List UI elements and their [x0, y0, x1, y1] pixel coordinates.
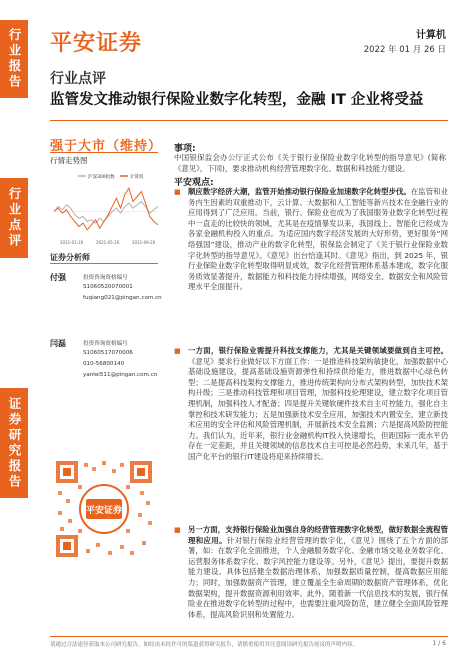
sidebar-tag-industry-report: 行业报告 — [0, 20, 28, 98]
view-lead: 一方面，银行保险业需提升科技支撑能力，尤其是关键领域要做到自主可控。 — [188, 346, 448, 355]
legend-label: 沪深300指数 — [88, 175, 115, 180]
analyst-email[interactable]: fuqiang021@pingan.com.cn — [83, 295, 162, 301]
footer-disclaimer: 请通过合法途径获取本公司研究报告，如经由未经许可的渠道获得研究报告，请慎重使用并注意阅读研究报告尾页的声明内容。 — [50, 642, 359, 648]
analyst-name: 付强 — [50, 273, 66, 282]
qr-label: 平安证券 — [85, 506, 123, 516]
sector-label: 计算机 — [416, 30, 446, 41]
chart-x-labels — [60, 240, 156, 245]
report-date: 2022 年 01 月 26 日 — [363, 45, 446, 55]
view-body: 在监管和业务内生因素的双重推动下，云计算、大数据和人工智能等新兴技术在金融行业的应用得到了广泛应用。当前，银行、保险业也成为了我国服务业数字化转型过程中一直走的比较快的领域，尤其是在疫情暴发以来，我国线上、智能化已经成为各家金融机构投入的重点。为适应国内数字经济发展的大好形势，更好服务“网络强国”建设，推动产业的数字化转型，银保监会制定了《关于银行业保险业数字化转型的指导意见》。《意见》出台恰逢其时。《意见》指出，到 2025 年，银行业保险业数字化转型取得明显成效，数字化经营管理体系基本建成，数字化服务质效显著提升，数据能力和科技能力持续增强，网络安全、数据安全和风险管理水平全面提升。 — [188, 187, 448, 292]
report-type: 行业点评 — [50, 71, 106, 87]
events-body: 中国银保监会办公厅正式公布《关于银行业保险业数字化转型的指导意见》(简称《意见》，下同)，要求推动机构经营管理数字化、数据和科技能力建设。 — [174, 153, 446, 173]
page-number: 1 / 6 — [432, 640, 446, 647]
analyst-name: 闫磊 — [50, 339, 66, 348]
footer-divider — [50, 636, 448, 637]
chart-background — [50, 168, 162, 248]
sidebar-tag-securities-research: 证券研究报告 — [0, 388, 28, 498]
view-lead: 顺应数字经济大潮，监管开始推动银行保险业加速数字化转型步伐。 — [188, 187, 411, 196]
analyst-divider — [50, 263, 158, 264]
analyst-card-1 — [50, 272, 162, 322]
bullet-icon: ■ — [174, 347, 181, 355]
chart-legend — [78, 173, 144, 180]
trend-chart — [50, 168, 162, 248]
trend-chart-title: 行情走势图 — [50, 156, 88, 165]
x-tick-label: 2021-05-26 — [96, 240, 120, 245]
view-body: 《意见》要求行业做好以下方面工作：一是推进科技架构敏捷化，加强数据中心基础设施建设，提高基础设施资源弹性和持续供给能力，推进数据中心绿色转型；二是提高科技架构支撑能力，推进传统架构向分布式架构转型，加快技术架构升级；三是推动科技管理和项目管理，加强科技伦理建设，建立数字化项目管理机制，加强科技人才配备；四是提升关键软硬件技术自主可控能力，强化自主掌控和技术研发能力；五是加强新技术安全应用，加强技术内置安全，建立新技术应用的安全评估和风险管理机制，开展新技术安全监测；六是提高风险防控能力。我们认为，近年来，银行业金融机构IT投入快速增长，但距国际一流水平仍存在一定差距，并且关键领域的信息技术自主可控是必然趋势，未来几年，基于国产化平台的银行IT建设将迎来持续增长。 — [188, 356, 448, 461]
legend-label: 计算机 — [130, 175, 144, 180]
analyst-qual-label: 投资咨询资格编号 — [83, 341, 128, 347]
view-lead: 另一方面，支持银行保险业加强自身的经营管理数字化转型，做好数据全流程管理和应用。 — [188, 525, 448, 545]
analyst-qual-label: 投资咨询资格编号 — [83, 275, 128, 281]
brand-logo: 平安证券 — [50, 31, 143, 56]
rating-divider — [50, 152, 158, 153]
x-tick-label: 2021-09-26 — [132, 240, 156, 245]
events-title: 事项: — [174, 144, 196, 154]
view-paragraph-3 — [174, 525, 450, 620]
sidebar-tag-industry-comment: 行业点评 — [0, 178, 28, 258]
rating-label: 强于大市（维持） — [50, 139, 163, 154]
bullet-icon: ■ — [174, 526, 181, 534]
headline: 监管发文推动银行保险业数字化转型，金融 IT 企业将受益 — [50, 92, 424, 108]
analyst-email[interactable]: yanlei511@pingan.com.cn — [83, 372, 158, 378]
x-tick-label: 2021-01-26 — [60, 240, 84, 245]
sidebar — [0, 0, 28, 670]
analyst-qual-number: S1060517070006 — [83, 350, 133, 356]
analyst-qual-number: S1060520070001 — [83, 284, 133, 290]
analyst-card-2 — [50, 338, 162, 398]
view-paragraph-2 — [174, 346, 450, 463]
bullet-icon: ■ — [174, 188, 181, 196]
header-divider — [50, 120, 448, 121]
analyst-section-title: 证券分析师 — [50, 253, 90, 262]
view-paragraph-1 — [174, 187, 450, 293]
analyst-phone: 010-56800140 — [83, 361, 125, 367]
views-title: 平安观点: — [174, 178, 214, 188]
view-body: 针对银行保险业经营管理的数字化，《意见》围绕了五个方面的部署，如：在数字化全面推进，个人金融服务数字化、金融市场交易业务数字化、运营服务体系数字化、数字风控能力建设等。另外，《意见》提出，要提升数据能力建设。具体包括健全数据治理体系，加强数据质量控制，提高数据应用能力；同时，加强数据资产管理，建立覆盖全生命周期的数据资产管理体系，优化数据架构，提升数据资源利用效率。此外，随着新一代信息技术的发展，银行保险业在推进数字化转型的过程中，也需要注重风险防范，建立健全全面风险管理体系，提高风险识别和处置能力。 — [188, 535, 448, 619]
qr-code[interactable] — [50, 455, 158, 563]
